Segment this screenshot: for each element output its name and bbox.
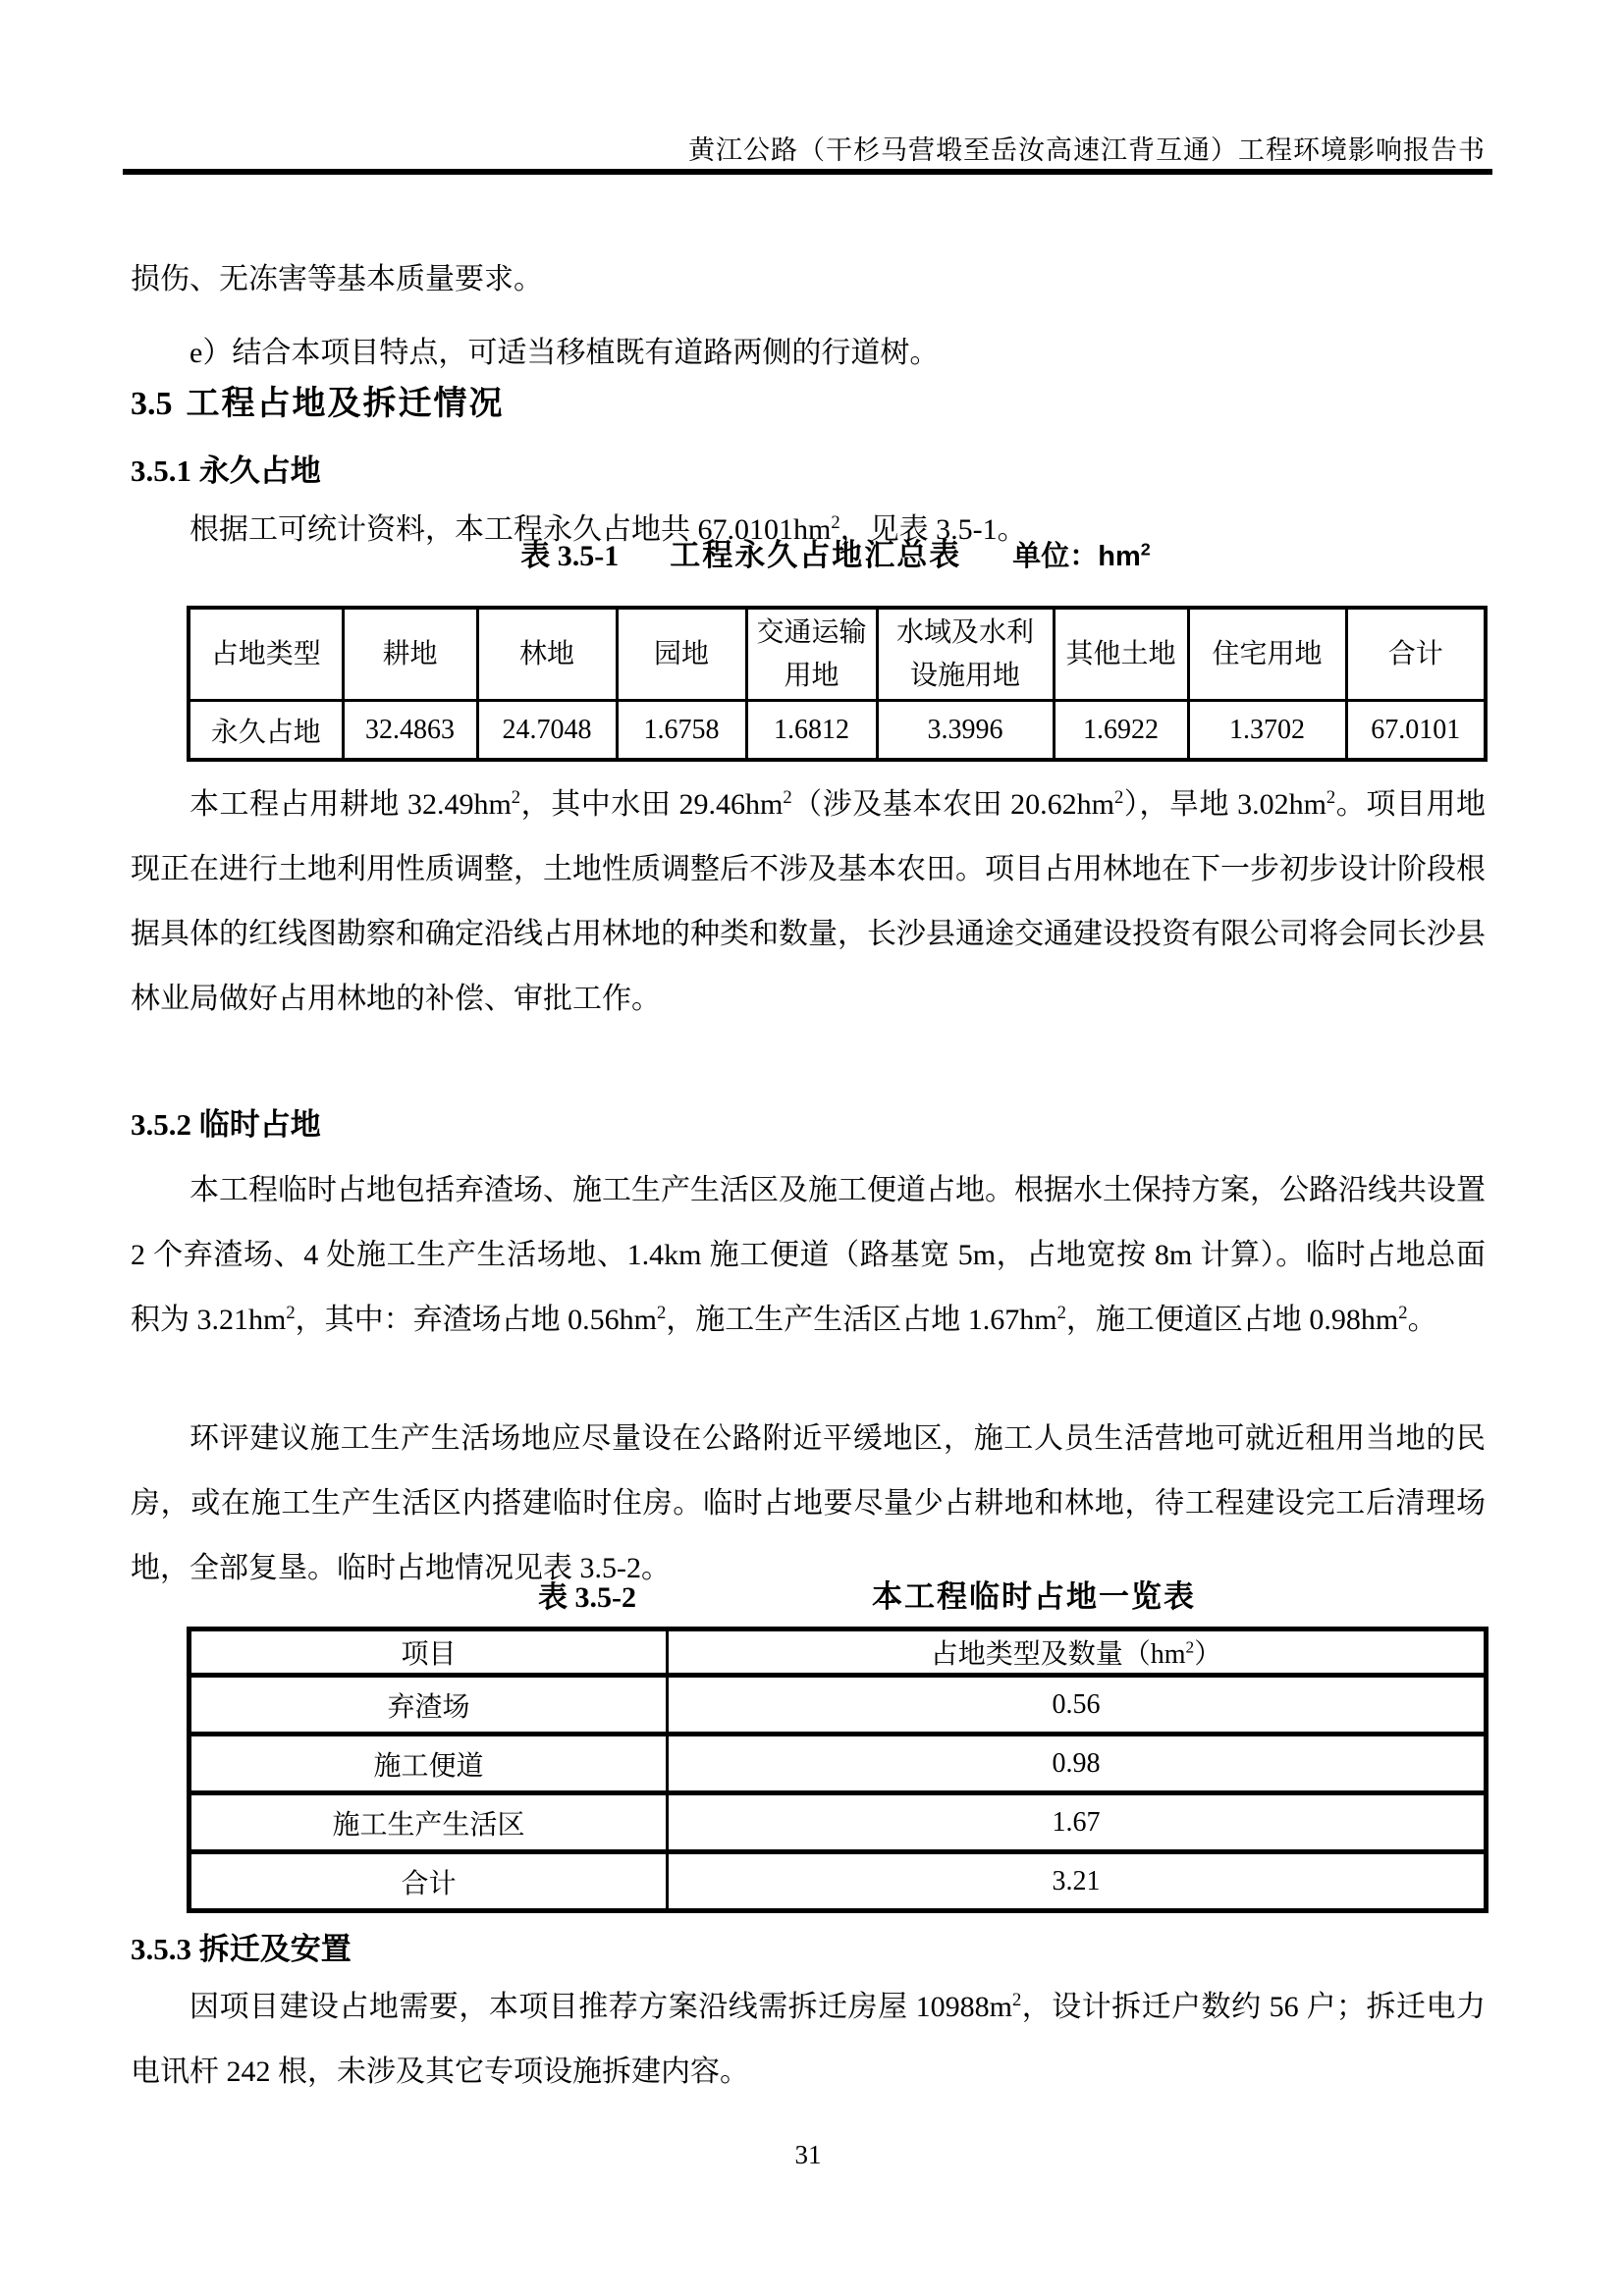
table-header-cell: 水域及水利设施用地: [877, 608, 1054, 701]
page-number: 31: [794, 2140, 822, 2169]
table-cell: 0.98: [668, 1735, 1487, 1793]
heading-3-5-2: 3.5.2 临时占地: [131, 1107, 321, 1142]
table-permanent-land: [187, 606, 1488, 762]
table-cell: 1.6922: [1054, 701, 1188, 761]
table-cell: 24.7048: [477, 701, 617, 761]
table-cell: 施工便道: [189, 1735, 668, 1793]
paragraph-permanent: 根据工可统计资料，本工程永久占地共 $67.0101hm^2$，见表 3.5-1。: [189, 512, 1027, 546]
superscript: 2: [831, 512, 840, 533]
paragraph-demolition: 因项目建设占地需要，本项目推荐方案沿线需拆迁房屋 $10988m^2$，设计拆迁户数约 56 户；拆迁电力电讯杆 242 根，未涉及其它专项设施拆建内容。: [131, 1990, 1486, 2088]
table-header-cell: 项目: [189, 1629, 668, 1676]
running-header: 黄江公路（干杉马营塅至岳汝高速江背互通）工程环境影响报告书: [688, 135, 1486, 165]
heading-3-5: [131, 371, 1486, 437]
paragraph-item-e: e）结合本项目特点，可适当移植既有道路两侧的行道树。: [189, 337, 940, 369]
superscript: 2: [1398, 1303, 1408, 1323]
table-cell: 1.3702: [1188, 701, 1346, 761]
heading-3-5-1: 3.5.1 永久占地: [131, 454, 321, 488]
paragraph-farmland: 本工程占用耕地 $32.49hm^2$，其中水田 $29.46hm^2$（涉及基本农田 $20.62hm^2$），旱地 $3.02hm^2$。项目用地现正在进行土地利用性质调整，土地性质调整后不涉及基本农田。项目占用林地在下一步初步设计阶段根据具体的红线图勘察和确定沿线占用林地的种类和数量，长沙县通途交通建设投资有限公司将会同长沙县林业局做好占用林地的补偿、审批工作。: [131, 787, 1486, 1015]
paragraph-temporary-2: 环评建议施工生产生活场地应尽量设在公路附近平缓地区，施工人员生活营地可就近租用当地的民房，或在施工生产生活区内搭建临时住房。临时占地要尽量少占耕地和林地，待工程建设完工后清理场地，全部复垦。临时占地情况见表 3.5-2。: [131, 1422, 1486, 1584]
superscript: 2: [1140, 539, 1151, 560]
table-header-cell: 交通运输用地: [746, 608, 877, 701]
superscript: 2: [656, 1303, 667, 1323]
table-cell: 0.56: [668, 1676, 1487, 1735]
superscript: 2: [783, 787, 792, 808]
heading-number: 3.5: [131, 386, 173, 423]
table1-caption-title: 工程永久占地汇总表: [670, 538, 962, 572]
table-header-row: [189, 608, 1486, 701]
table-cell: 弃渣场: [189, 1676, 668, 1735]
superscript: 2: [1011, 1990, 1022, 2010]
table-cell: 1.6758: [617, 701, 746, 761]
table-header-row: [189, 1629, 1487, 1676]
heading-title: 工程占地及拆迁情况: [186, 385, 505, 423]
table-cell: 3.21: [668, 1852, 1487, 1911]
table-header-cell: 合计: [1346, 608, 1486, 701]
table-header-cell: 其他土地: [1054, 608, 1188, 701]
table-header-cell: 住宅用地: [1188, 608, 1346, 701]
table-temporary-land: [187, 1627, 1489, 1913]
header-rule: [123, 169, 1492, 175]
superscript: 2: [1185, 1637, 1195, 1657]
table-header-cell: 占地类型: [189, 608, 343, 701]
superscript: 2: [286, 1303, 296, 1323]
table-row: [189, 1676, 1487, 1735]
table-cell: 合计: [189, 1852, 668, 1911]
paragraph-temporary-1: 本工程临时占地包括弃渣场、施工生产生活区及施工便道占地。根据水土保持方案，公路沿线共设置 2 个弃渣场、4 处施工生产生活场地、1.4km 施工便道（路基宽 5m，占地宽按 8m 计算）。临时占地总面积为 $3.21hm^2$，其中：弃渣场占地 $0.56hm^2$，施工生产生活区占地 $1.67hm^2$，施工便道区占地 $0.98hm^2$。: [131, 1174, 1486, 1336]
table-row: [189, 1735, 1487, 1793]
table-cell: 1.67: [668, 1793, 1487, 1852]
table-cell: 67.0101: [1346, 701, 1486, 761]
table-row: [189, 701, 1486, 761]
paragraph-quality: 损伤、无冻害等基本质量要求。: [131, 263, 543, 295]
table-cell: 施工生产生活区: [189, 1793, 668, 1852]
table2-caption: [189, 1573, 1544, 1623]
heading-3-5-3: 3.5.3 拆迁及安置: [131, 1932, 352, 1966]
table-row: [189, 1852, 1487, 1911]
table-header-cell: 耕地: [343, 608, 477, 701]
table-cell: 永久占地: [189, 701, 343, 761]
table2-caption-label: 表 3.5-2: [538, 1581, 636, 1614]
table-cell: 1.6812: [746, 701, 877, 761]
table2-caption-title: 本工程临时占地一览表: [872, 1579, 1196, 1614]
superscript: 2: [511, 787, 521, 808]
table-header-cell: 占地类型及数量$(hm^2)$: [668, 1629, 1487, 1676]
table1-caption-label: 表 3.5-1: [520, 540, 620, 572]
superscript: 2: [1113, 787, 1124, 808]
table-cell: 3.3996: [877, 701, 1054, 761]
superscript: 2: [1056, 1303, 1066, 1323]
superscript: 2: [1326, 787, 1336, 808]
table1-caption-unit: 单位：$hm^2$: [1012, 539, 1151, 572]
table-row: [189, 1793, 1487, 1852]
table-header-cell: 园地: [617, 608, 746, 701]
table-header-cell: 林地: [477, 608, 617, 701]
table-cell: 32.4863: [343, 701, 477, 761]
table1-caption: [158, 531, 1513, 581]
